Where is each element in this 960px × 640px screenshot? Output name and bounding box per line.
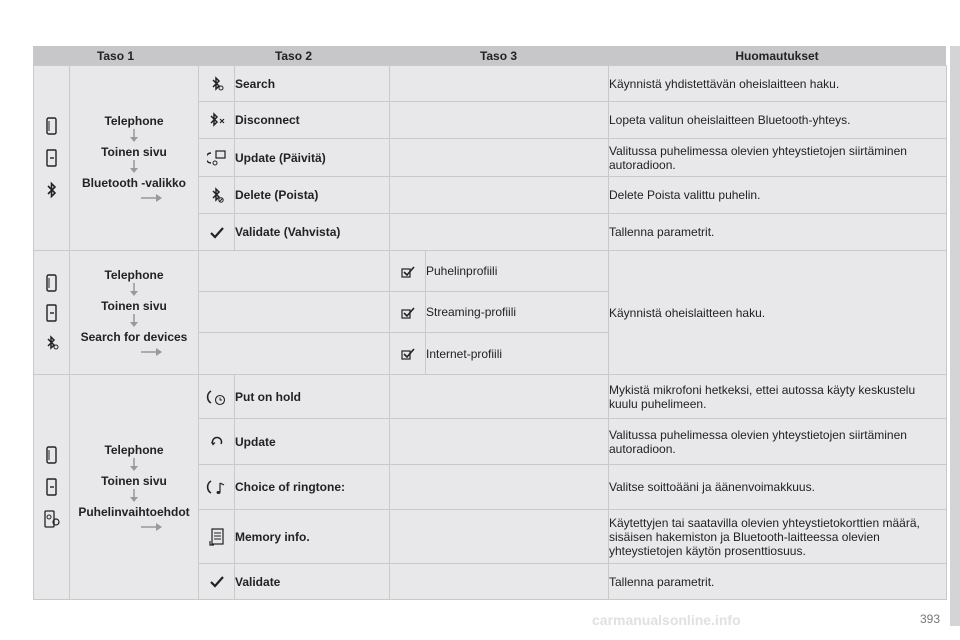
note: Delete Poista valittu puhelin. — [609, 177, 947, 214]
section3-level1 — [70, 375, 199, 600]
arrow-down-icon — [128, 458, 140, 472]
note: Lopeta valitun oheislaitteen Bluetooth-yhteys. — [609, 102, 947, 139]
level1-toinen-sivu: Toinen sivu — [101, 144, 167, 159]
level1-telephone: Telephone — [104, 113, 164, 128]
arrow-down-icon — [128, 314, 140, 328]
bluetooth-search-icon — [199, 66, 235, 102]
level1-bluetooth-valikko: Bluetooth -valikko — [81, 175, 186, 190]
section1-level1 — [70, 66, 199, 251]
level2-disconnect[interactable]: Disconnect — [235, 102, 390, 139]
page-icon — [34, 478, 69, 496]
note: Käytettyjen tai saatavilla olevien yhteystietokorttien määrä, sisäisen hakemiston ja Bluetooth-laitteessa olevien yhteystietojen käytön prosenttiosuus. — [609, 510, 947, 564]
bluetooth-disconnect-icon — [199, 102, 235, 139]
table-row — [34, 375, 947, 419]
level3-streaming-profiili[interactable]: Streaming-profiili — [426, 292, 609, 333]
phone-icon — [34, 117, 69, 135]
level2-validate[interactable]: Validate (Vahvista) — [235, 214, 390, 251]
arrow-right-icon — [141, 193, 163, 203]
level2-delete[interactable]: Delete (Poista) — [235, 177, 390, 214]
note: Tallenna parametrit. — [609, 214, 947, 251]
bluetooth-delete-icon — [199, 177, 235, 214]
level2-update[interactable]: Update (Päivitä) — [235, 139, 390, 177]
table-row — [34, 66, 947, 102]
header-taso3: Taso 3 — [479, 49, 518, 63]
level1-search-for-devices: Search for devices — [80, 330, 188, 344]
level2-search[interactable]: Search — [235, 66, 390, 102]
phone-icon — [34, 274, 69, 292]
section2-icons — [34, 251, 70, 375]
note: Mykistä mikrofoni hetkeksi, ettei autossa käyty keskustelu kuulu puhelimeen. — [609, 375, 947, 419]
section3-icons — [34, 375, 70, 600]
arrow-down-icon — [128, 129, 140, 143]
note: Käynnistä yhdistettävän oheislaitteen haku. — [609, 66, 947, 102]
table-row — [34, 251, 947, 292]
section1-icons — [34, 66, 70, 251]
level2-memory-info[interactable]: Memory info. — [235, 510, 390, 564]
hold-icon — [199, 375, 235, 419]
table-header — [33, 46, 946, 65]
arrow-down-icon — [128, 489, 140, 503]
ringtone-icon — [199, 465, 235, 510]
checkbox-icon[interactable] — [390, 251, 426, 292]
section2-level1 — [70, 251, 199, 375]
level3-puhelinprofiili[interactable]: Puhelinprofiili — [426, 251, 609, 292]
level1-toinen-sivu: Toinen sivu — [101, 473, 167, 488]
page-icon — [34, 149, 69, 167]
menu-table — [33, 65, 947, 600]
arrow-right-icon — [141, 347, 163, 357]
arrow-down-icon — [128, 160, 140, 174]
phone-icon — [34, 446, 69, 464]
note: Valitussa puhelimessa olevien yhteystietojen siirtäminen autoradioon. — [609, 419, 947, 465]
note: Tallenna parametrit. — [609, 564, 947, 600]
header-taso1: Taso 1 — [96, 49, 135, 63]
arrow-down-icon — [128, 283, 140, 297]
level2-choice-of-ringtone[interactable]: Choice of ringtone: — [235, 465, 390, 510]
checkbox-icon[interactable] — [390, 333, 426, 375]
arrow-right-icon — [141, 522, 163, 532]
update-icon — [199, 419, 235, 465]
check-icon — [199, 564, 235, 600]
note: Käynnistä oheislaitteen haku. — [609, 251, 947, 375]
level2-put-on-hold[interactable]: Put on hold — [235, 375, 390, 419]
level1-puhelinvaihtoehdot: Puhelinvaihtoehdot — [78, 504, 190, 519]
level2-validate[interactable]: Validate — [235, 564, 390, 600]
side-bar — [950, 46, 960, 626]
watermark: carmanualsonline.info — [592, 612, 741, 628]
level1-telephone: Telephone — [104, 442, 164, 457]
header-huomautukset: Huomautukset — [735, 49, 819, 63]
bluetooth-search-icon — [34, 334, 69, 352]
level1-toinen-sivu: Toinen sivu — [101, 299, 167, 313]
memory-icon — [199, 510, 235, 564]
level2-update[interactable]: Update — [235, 419, 390, 465]
level3-internet-profiili[interactable]: Internet-profiili — [426, 333, 609, 375]
header-taso2: Taso 2 — [274, 49, 313, 63]
checkbox-icon[interactable] — [390, 292, 426, 333]
page-icon — [34, 304, 69, 322]
phone-update-icon — [199, 139, 235, 177]
phone-settings-icon — [34, 510, 69, 528]
bluetooth-icon — [34, 181, 69, 199]
check-icon — [199, 214, 235, 251]
note: Valitse soittoääni ja äänenvoimakkuus. — [609, 465, 947, 510]
page-number: 393 — [919, 612, 940, 626]
level1-telephone: Telephone — [104, 268, 164, 282]
note: Valitussa puhelimessa olevien yhteystietojen siirtäminen autoradioon. — [609, 139, 947, 177]
